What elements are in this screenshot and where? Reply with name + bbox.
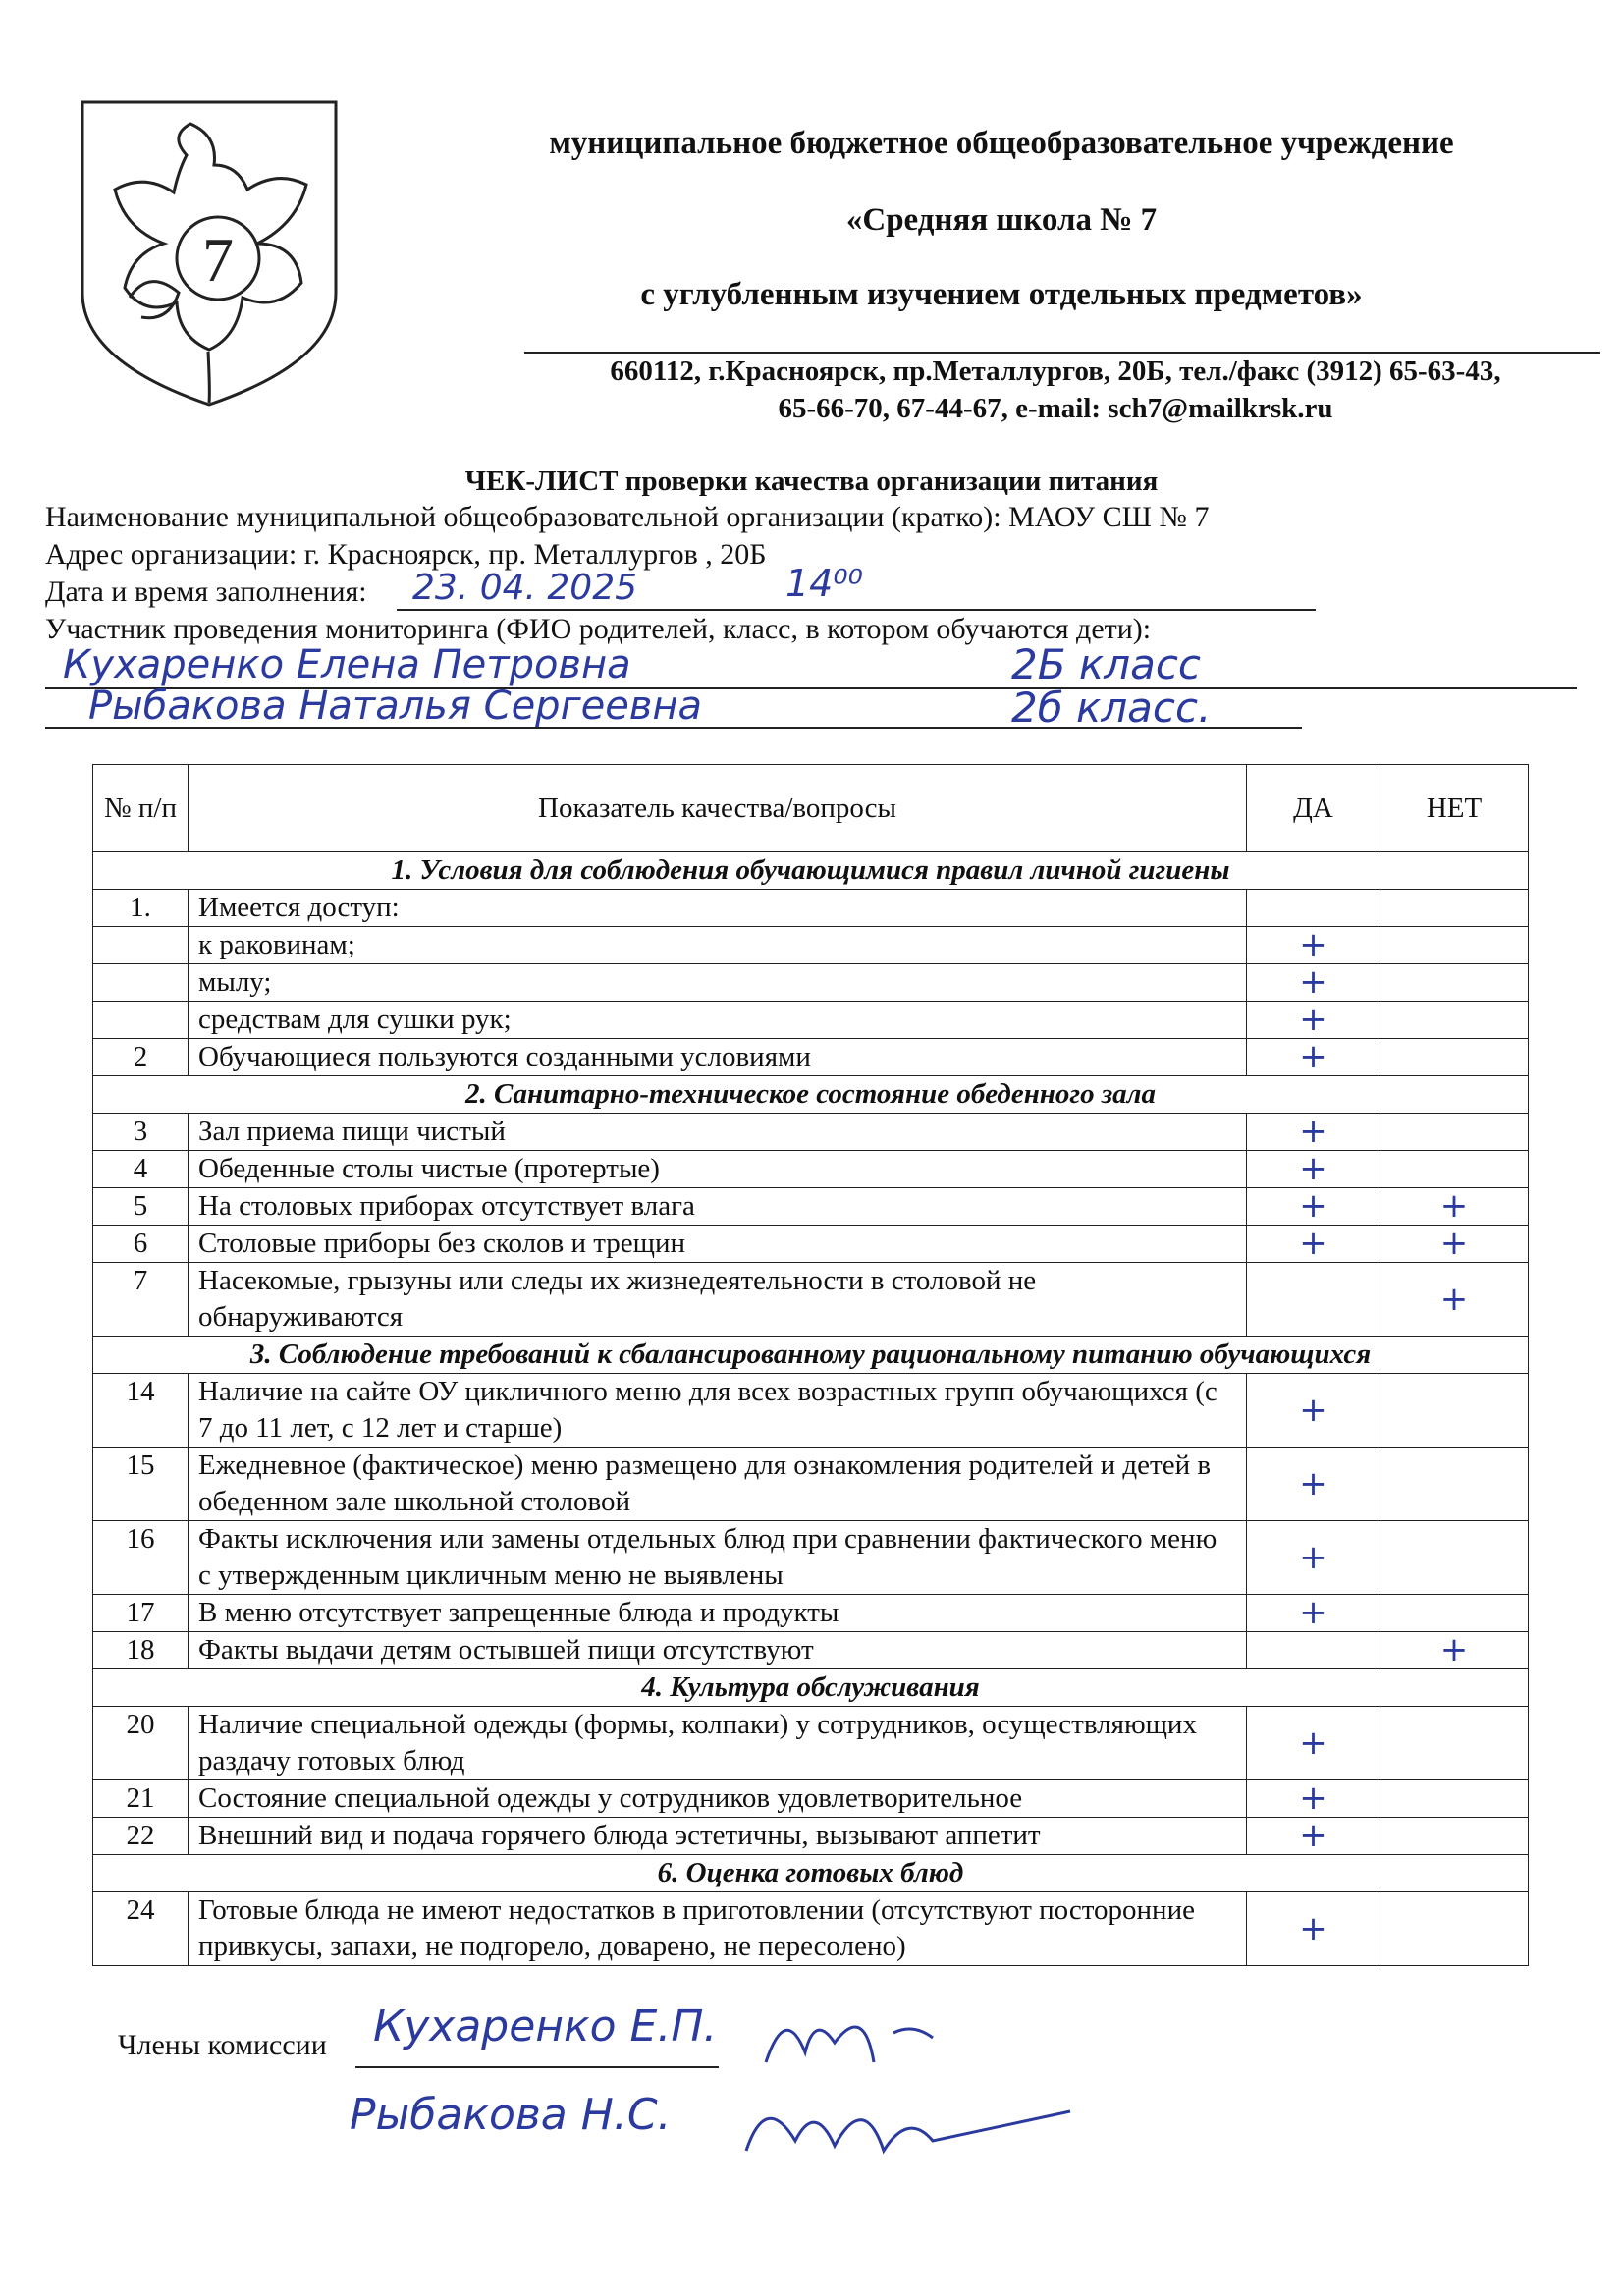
participant-2-class: 2б класс. — [1011, 683, 1212, 732]
section-row — [93, 1337, 1529, 1374]
section-row — [93, 1855, 1529, 1892]
row-number: 7 — [93, 1263, 189, 1337]
table-row — [93, 1226, 1529, 1263]
row-yes-mark: + — [1247, 1226, 1380, 1263]
table-row — [93, 1448, 1529, 1521]
row-indicator: Готовые блюда не имеют недостатков в приготовлении (отсутствуют посторонние привкусы, запахи, не подгорело, доварено, не пересолено) — [189, 1892, 1247, 1966]
row-no-mark — [1380, 1039, 1529, 1076]
row-indicator: Обеденные столы чистые (протертые) — [189, 1151, 1247, 1188]
row-indicator: На столовых приборах отсутствует влага — [189, 1188, 1247, 1226]
col-num-header: № п/п — [93, 765, 189, 852]
row-indicator: Наличие специальной одежды (формы, колпаки) у сотрудников, осуществляющих раздачу готовых блюд — [189, 1707, 1247, 1780]
participant-2-underline — [45, 727, 1302, 729]
row-yes-mark: + — [1247, 1780, 1380, 1818]
row-number: 2 — [93, 1039, 189, 1076]
row-indicator: Имеется доступ: — [189, 890, 1247, 927]
commission-signature-2: Рыбакова Н.С. — [350, 2090, 672, 2140]
row-yes-mark: + — [1247, 1039, 1380, 1076]
row-no-mark — [1380, 927, 1529, 964]
row-no-mark: + — [1380, 1188, 1529, 1226]
table-row — [93, 1707, 1529, 1780]
section-row — [93, 1669, 1529, 1707]
table-row — [93, 1263, 1529, 1337]
row-indicator: Состояние специальной одежды у сотрудников удовлетворительное — [189, 1780, 1247, 1818]
row-number: 4 — [93, 1151, 189, 1188]
row-number: 6 — [93, 1226, 189, 1263]
date-label: Дата и время заполнения: — [45, 575, 367, 608]
row-yes-mark: + — [1247, 1707, 1380, 1780]
section-title: 4. Культура обслуживания — [93, 1669, 1529, 1707]
signature-mark-1-icon — [746, 1994, 943, 2082]
row-no-mark — [1380, 1780, 1529, 1818]
participant-2-name: Рыбакова Наталья Сергеевна — [88, 683, 703, 729]
row-yes-mark: + — [1247, 1151, 1380, 1188]
row-indicator: Зал приема пищи чистый — [189, 1114, 1247, 1151]
date-value: 23. 04. 2025 — [412, 568, 638, 608]
checklist-table — [92, 764, 1529, 1966]
table-row — [93, 1780, 1529, 1818]
row-indicator: средствам для сушки рук; — [189, 1002, 1247, 1039]
row-number — [93, 964, 189, 1002]
table-row — [93, 1002, 1529, 1039]
table-row — [93, 964, 1529, 1002]
row-number — [93, 927, 189, 964]
row-yes-mark: + — [1247, 1374, 1380, 1448]
row-no-mark — [1380, 1114, 1529, 1151]
row-number: 1. — [93, 890, 189, 927]
table-row — [93, 1151, 1529, 1188]
table-row — [93, 1374, 1529, 1448]
row-number: 24 — [93, 1892, 189, 1966]
row-indicator: В меню отсутствует запрещенные блюда и продукты — [189, 1595, 1247, 1632]
row-indicator: Столовые приборы без сколов и трещин — [189, 1226, 1247, 1263]
row-no-mark — [1380, 1818, 1529, 1855]
row-no-mark — [1380, 1521, 1529, 1595]
section-row — [93, 852, 1529, 890]
row-number: 5 — [93, 1188, 189, 1226]
row-number — [93, 1002, 189, 1039]
row-no-mark — [1380, 1595, 1529, 1632]
row-yes-mark — [1247, 890, 1380, 927]
col-no-header: НЕТ — [1380, 765, 1529, 852]
row-no-mark — [1380, 1374, 1529, 1448]
row-number: 3 — [93, 1114, 189, 1151]
table-row — [93, 1632, 1529, 1669]
table-row — [93, 1595, 1529, 1632]
row-indicator: Насекомые, грызуны или следы их жизнедеятельности в столовой не обнаруживаются — [189, 1263, 1247, 1337]
row-yes-mark: + — [1247, 927, 1380, 964]
emblem-digit: 7 — [202, 225, 234, 295]
table-row — [93, 1818, 1529, 1855]
row-no-mark — [1380, 1707, 1529, 1780]
participant-1-name: Кухаренко Елена Петровна — [63, 642, 631, 687]
header-divider — [524, 352, 1600, 354]
table-row — [93, 890, 1529, 927]
section-title: 6. Оценка готовых блюд — [93, 1855, 1529, 1892]
row-yes-mark: + — [1247, 1114, 1380, 1151]
row-no-mark — [1380, 1892, 1529, 1966]
header-address-1: 660112, г.Красноярск, пр.Металлургов, 20Б, тел./факс (3912) 65-63-43, — [610, 355, 1501, 387]
row-indicator: Ежедневное (фактическое) меню размещено для ознакомления родителей и детей в обеденном зале школьной столовой — [189, 1448, 1247, 1521]
table-row — [93, 1521, 1529, 1595]
row-no-mark — [1380, 1002, 1529, 1039]
school-emblem-icon — [71, 96, 348, 409]
section-title: 2. Санитарно-техническое состояние обеденного зала — [93, 1076, 1529, 1114]
table-row — [93, 1039, 1529, 1076]
table-row — [93, 1114, 1529, 1151]
row-yes-mark: + — [1247, 1448, 1380, 1521]
row-no-mark: + — [1380, 1632, 1529, 1669]
commission-label: Члены комиссии — [118, 2029, 327, 2061]
row-indicator: Внешний вид и подача горячего блюда эстетичны, вызывают аппетит — [189, 1818, 1247, 1855]
row-yes-mark: + — [1247, 1002, 1380, 1039]
section-title: 3. Соблюдение требований к сбалансированному рациональному питанию обучающихся — [93, 1337, 1529, 1374]
row-no-mark: + — [1380, 1226, 1529, 1263]
date-underline — [397, 609, 1316, 611]
row-indicator: Наличие на сайте ОУ цикличного меню для всех возрастных групп обучающихся (с 7 до 11 лет, с 12 лет и старше) — [189, 1374, 1247, 1448]
col-yes-header: ДА — [1247, 765, 1380, 852]
org-address-field: Адрес организации: г. Красноярск, пр. Металлургов , 20Б — [45, 538, 767, 571]
row-indicator: мылу; — [189, 964, 1247, 1002]
row-indicator: к раковинам; — [189, 927, 1247, 964]
participant-label: Участник проведения мониторинга (ФИО родителей, класс, в котором обучаются дети): — [45, 613, 1152, 645]
row-yes-mark: + — [1247, 1521, 1380, 1595]
org-name-field: Наименование муниципальной общеобразовательной организации (кратко): МАОУ СШ № 7 — [45, 501, 1210, 533]
header-line-3: с углубленным изучением отдельных предметов» — [640, 277, 1363, 312]
header-line-2: «Средняя школа № 7 — [845, 202, 1158, 238]
header-line-1: муниципальное бюджетное общеобразовательное учреждение — [549, 126, 1454, 161]
row-number: 17 — [93, 1595, 189, 1632]
row-number: 18 — [93, 1632, 189, 1669]
table-row — [93, 1892, 1529, 1966]
col-indicator-header: Показатель качества/вопросы — [189, 765, 1247, 852]
commission-signature-1: Кухаренко Е.П. — [373, 2001, 718, 2051]
row-yes-mark — [1247, 1263, 1380, 1337]
table-row — [93, 1188, 1529, 1226]
row-no-mark — [1380, 1151, 1529, 1188]
row-yes-mark: + — [1247, 1595, 1380, 1632]
row-number: 21 — [93, 1780, 189, 1818]
section-title: 1. Условия для соблюдения обучающимися правил личной гигиены — [93, 852, 1529, 890]
commission-underline — [355, 2066, 719, 2068]
table-header-row — [93, 765, 1529, 852]
time-value: 14⁰⁰ — [785, 562, 863, 605]
signature-mark-2-icon — [736, 2072, 1090, 2180]
document-title: ЧЕК-ЛИСТ проверки качества организации питания — [464, 465, 1159, 497]
table-row — [93, 927, 1529, 964]
participant-1-class: 2Б класс — [1011, 640, 1202, 688]
row-no-mark — [1380, 964, 1529, 1002]
row-indicator: Факты выдачи детям остывшей пищи отсутствуют — [189, 1632, 1247, 1669]
row-number: 14 — [93, 1374, 189, 1448]
row-no-mark — [1380, 890, 1529, 927]
row-number: 16 — [93, 1521, 189, 1595]
row-yes-mark: + — [1247, 1818, 1380, 1855]
row-yes-mark: + — [1247, 1188, 1380, 1226]
row-yes-mark: + — [1247, 1892, 1380, 1966]
section-row — [93, 1076, 1529, 1114]
row-indicator: Факты исключения или замены отдельных блюд при сравнении фактического меню с утвержденным цикличным меню не выявлены — [189, 1521, 1247, 1595]
row-yes-mark: + — [1247, 964, 1380, 1002]
header-address-2: 65-66-70, 67-44-67, e-mail: sch7@mailkrsk.ru — [778, 393, 1333, 424]
row-number: 20 — [93, 1707, 189, 1780]
row-yes-mark — [1247, 1632, 1380, 1669]
row-number: 22 — [93, 1818, 189, 1855]
row-indicator: Обучающиеся пользуются созданными условиями — [189, 1039, 1247, 1076]
row-no-mark — [1380, 1448, 1529, 1521]
row-no-mark: + — [1380, 1263, 1529, 1337]
row-number: 15 — [93, 1448, 189, 1521]
